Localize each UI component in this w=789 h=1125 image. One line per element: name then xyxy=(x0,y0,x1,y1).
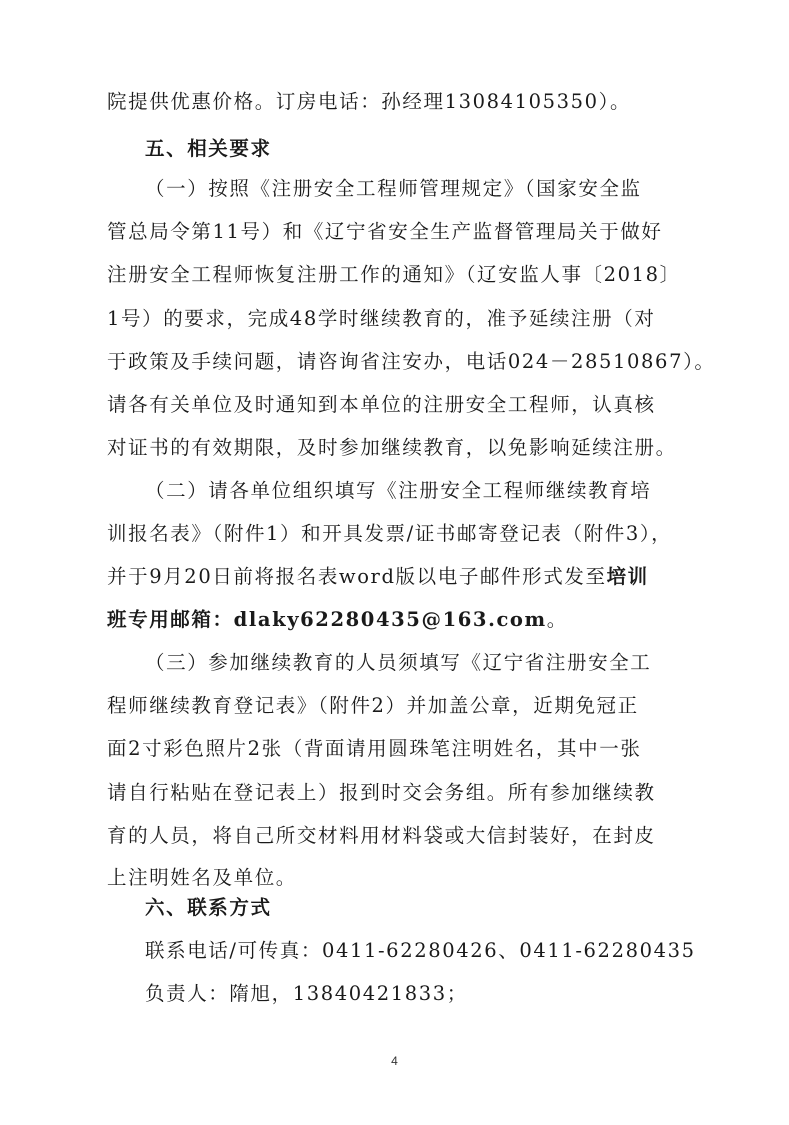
section-heading-contact: 六、联系方式 xyxy=(145,896,272,919)
paragraph-line: 请各有关单位及时通知到本单位的注册安全工程师，认真核 xyxy=(107,393,656,416)
paragraph-line: 训报名表》（附件1）和开具发票/证书邮寄登记表（附件3）， xyxy=(107,522,673,545)
paragraph-line: 面2寸彩色照片2张（背面请用圆珠笔注明姓名，其中一张 xyxy=(107,737,642,760)
paragraph-line: （三）参加继续教育的人员须填写《辽宁省注册安全工 xyxy=(145,651,652,674)
contact-person-line: 负责人：隋旭，13840421833； xyxy=(145,982,468,1005)
paragraph-line: 注册安全工程师恢复注册工作的通知》（辽安监人事〔2018〕 xyxy=(107,263,681,286)
section-heading-requirements: 五、相关要求 xyxy=(145,137,272,160)
paragraph-text: 并于9月20日前将报名表word版以电子邮件形式发至 xyxy=(107,565,607,588)
paragraph-line: 管总局令第11号）和《辽宁省安全生产监督管理局关于做好 xyxy=(107,220,663,243)
paragraph-line xyxy=(0,562,789,592)
paragraph-line: 1号）的要求，完成48学时继续教育的，准予延续注册（对 xyxy=(107,307,656,330)
paragraph-line: 上注明姓名及单位。 xyxy=(107,866,297,889)
paragraph-line: （一）按照《注册安全工程师管理规定》（国家安全监 xyxy=(145,177,642,200)
contact-phone-line: 联系电话/可传真：0411-62280426、0411-62280435 xyxy=(145,939,696,962)
page-number: 4 xyxy=(391,1054,398,1068)
paragraph-text: 。 xyxy=(546,608,568,631)
paragraph-line: 育的人员，将自己所交材料用材料袋或大信封装好，在封皮 xyxy=(107,824,656,847)
emphasis-text: 培训 xyxy=(606,565,649,588)
email-address-text: 班专用邮箱：dlaky62280435@163.com xyxy=(107,608,547,631)
paragraph-line: 程师继续教育登记表》（附件2）并加盖公章，近期免冠正 xyxy=(107,694,639,717)
paragraph-line: 对证书的有效期限，及时参加继续教育，以免影响延续注册。 xyxy=(107,436,677,459)
paragraph-line xyxy=(0,605,789,635)
paragraph-line: （二）请各单位组织填写《注册安全工程师继续教育培 xyxy=(145,479,652,502)
paragraph-line: 请自行粘贴在登记表上）报到时交会务组。所有参加继续教 xyxy=(107,781,656,804)
paragraph-line: 院提供优惠价格。订房电话：孙经理13084105350）。 xyxy=(107,90,632,113)
paragraph-line: 于政策及手续问题，请咨询省注安办，电话024－28510867）。 xyxy=(107,350,716,373)
